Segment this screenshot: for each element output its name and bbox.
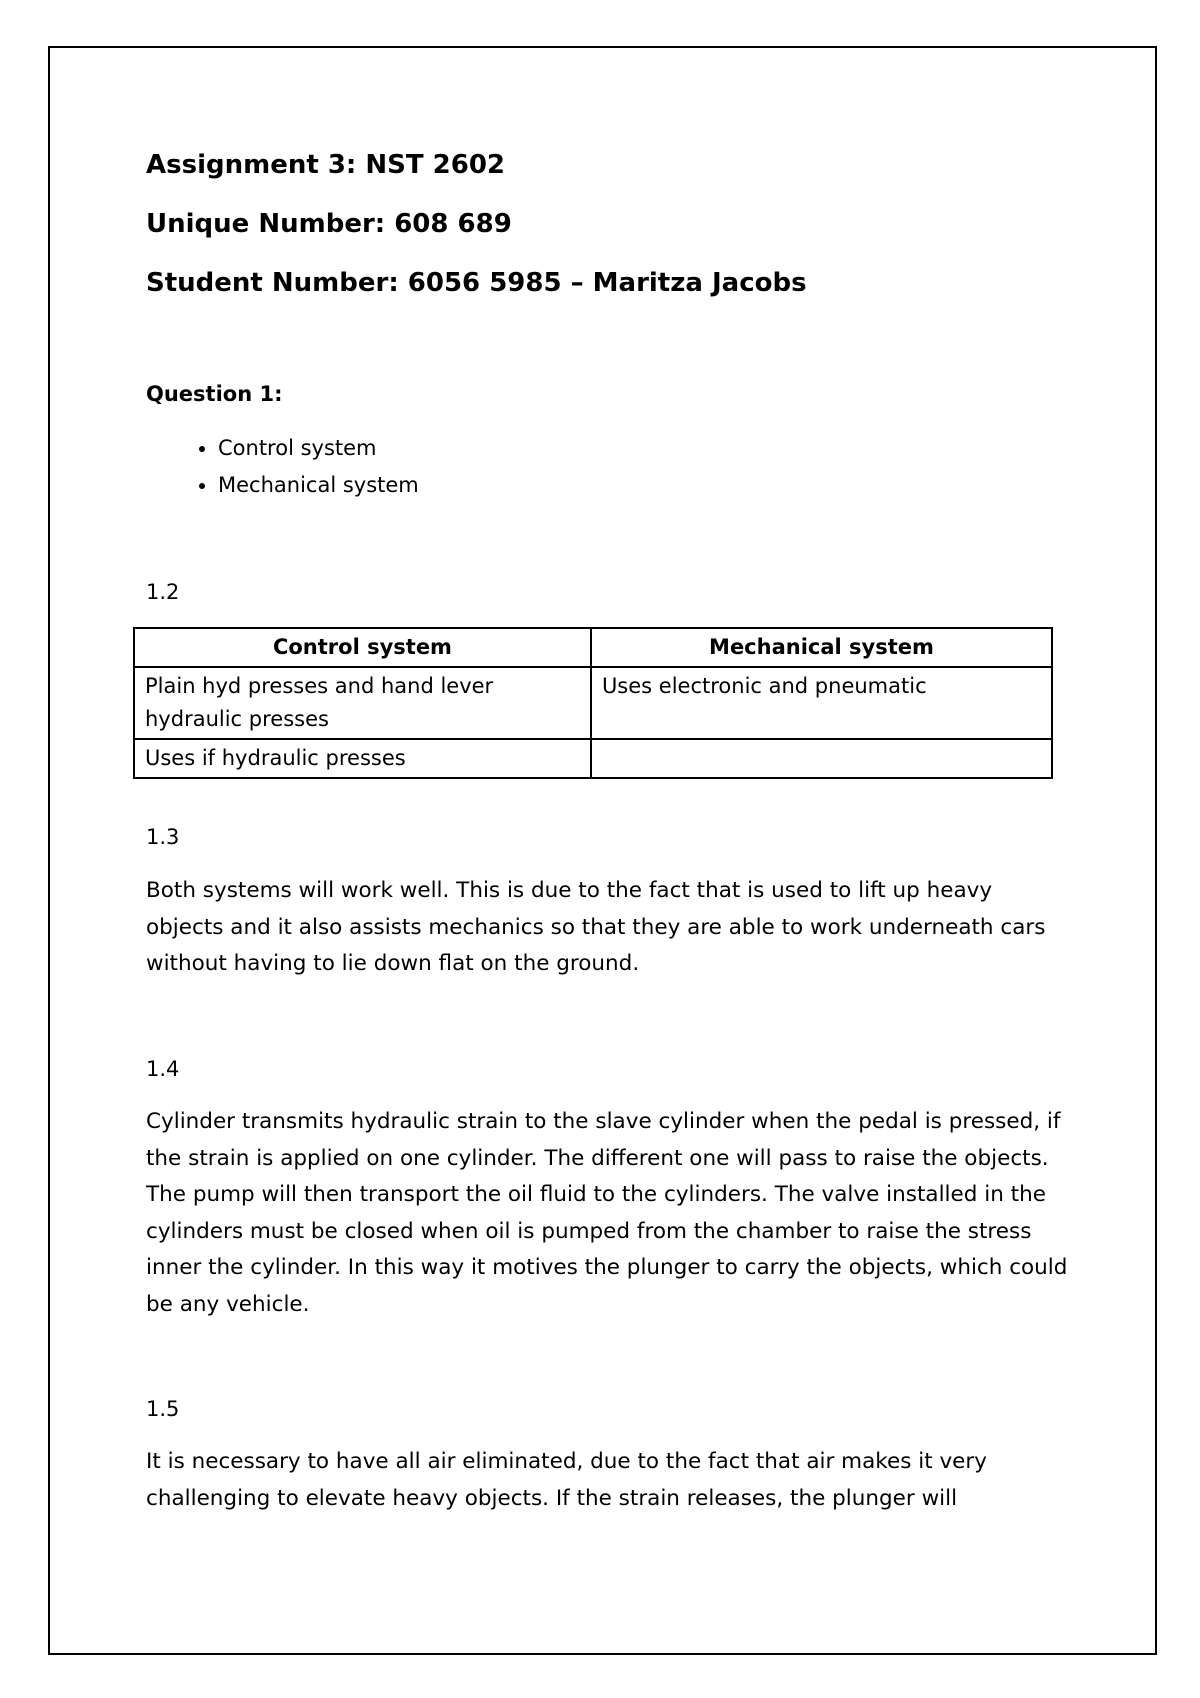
table-header-mechanical: Mechanical system [591,628,1052,667]
table-cell [591,739,1052,778]
bullet-item: • Control system [218,430,1018,467]
section-1-2-number: 1.2 [146,580,180,604]
bullet-item: • Mechanical system [218,467,1018,504]
section-1-3-text: Both systems will work well. This is due to the fact that is used to lift up heavy objects and it also assists mechanics so that they are able to work underneath cars without having to lie down flat on the ground. [146,878,1046,976]
student-number: Student Number: 6056 5985 – Maritza Jacobs [146,268,807,298]
table-cell: Uses if hydraulic presses [134,739,591,778]
section-1-5-number: 1.5 [146,1397,180,1421]
section-1-4-text: Cylinder transmits hydraulic strain to the slave cylinder when the pedal is pressed, if the strain is applied on one cylinder. The different one will pass to raise the objects. The pump will then transport the oil fluid to the cylinders. The valve installed in the cylinders must be closed when oil is pumped from the chamber to raise the stress inner the cylinder. In this way it motives the plunger to carry the objects, which could be any vehicle. [146,1109,1068,1317]
table-header-control: Control system [134,628,591,667]
section-1-5-text: It is necessary to have all air eliminated, due to the fact that air makes it very challenging to elevate heavy objects. If the strain releases, the plunger will [146,1449,987,1511]
unique-number: Unique Number: 608 689 [146,209,512,239]
section-1-3-number: 1.3 [146,825,180,849]
table-cell: Uses electronic and pneumatic [591,667,1052,739]
table-cell: Plain hyd presses and hand lever hydraulic presses [134,667,591,739]
section-1-4-number: 1.4 [146,1057,180,1081]
table-header-row [134,628,1052,667]
table-row [134,739,1052,778]
systems-table [133,627,1053,779]
header [146,150,807,327]
question-1-bullets [146,430,1018,504]
assignment-title: Assignment 3: NST 2602 [146,150,505,180]
question-1-heading: Question 1: [146,382,283,406]
table-row [134,667,1052,739]
